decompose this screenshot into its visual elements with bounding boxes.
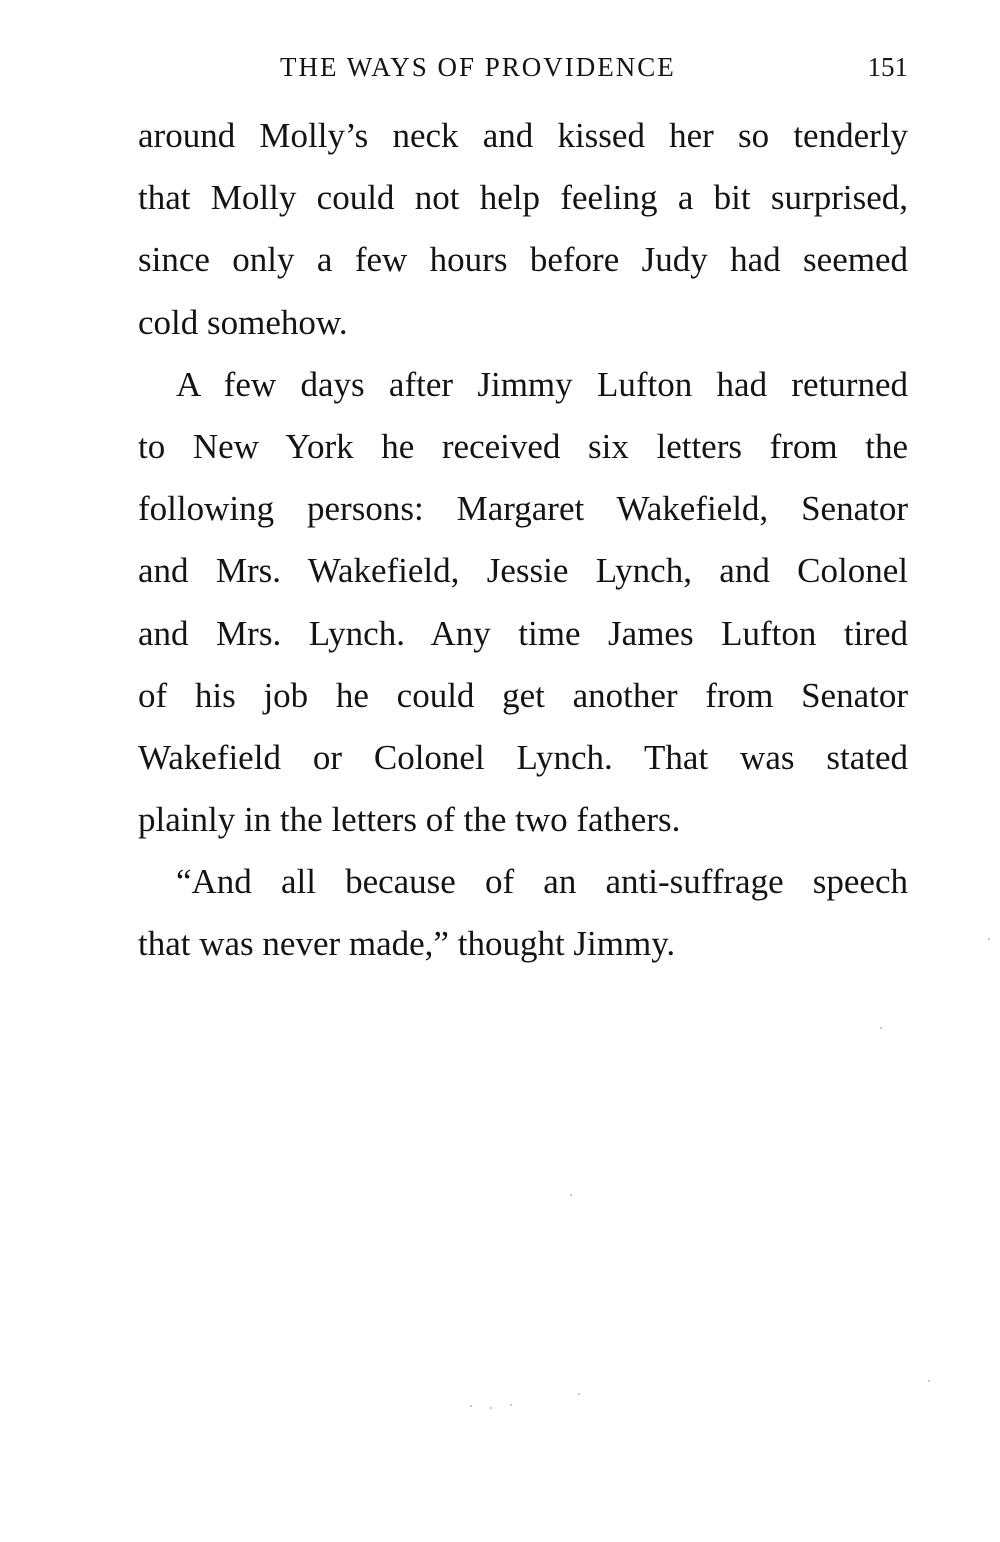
scan-speck: [880, 1027, 882, 1029]
text-line: Wakefield or Colonel Lynch. That was stated: [138, 737, 908, 777]
page-number: 151: [867, 52, 908, 82]
scan-speck: [470, 1405, 472, 1407]
text-line: that was never made,” thought Jimmy.: [138, 924, 676, 964]
scan-speck: [510, 1404, 512, 1406]
text-line: around Molly’s neck and kissed her so tenderly: [138, 116, 908, 155]
text-line: of his job he could get another from Senator: [138, 675, 908, 715]
text-line: and Mrs. Wakefield, Jessie Lynch, and Colonel: [138, 551, 908, 591]
text-line: since only a few hours before Judy had seemed: [138, 240, 908, 280]
text-line: that Molly could not help feeling a bit surprised,: [138, 178, 908, 218]
scan-speck: [490, 1407, 492, 1409]
running-title: THE WAYS OF PROVIDENCE: [280, 52, 676, 82]
text-line: following persons: Margaret Wakefield, Senator: [138, 489, 908, 529]
text-line: to New York he received six letters from the: [138, 426, 908, 466]
running-head: [138, 52, 908, 92]
scan-speck: [988, 938, 990, 940]
text-line: plainly in the letters of the two fathers.: [138, 800, 681, 840]
scan-speck: [928, 1380, 930, 1382]
text-line: “And all because of an anti-suffrage speech: [176, 862, 908, 902]
text-line: A few days after Jimmy Lufton had returned: [176, 364, 908, 404]
text-line: and Mrs. Lynch. Any time James Lufton tired: [138, 613, 908, 653]
scan-speck: [578, 1393, 580, 1395]
body-text: [138, 105, 908, 976]
scan-speck: [570, 1194, 572, 1196]
text-line: cold somehow.: [138, 302, 348, 342]
